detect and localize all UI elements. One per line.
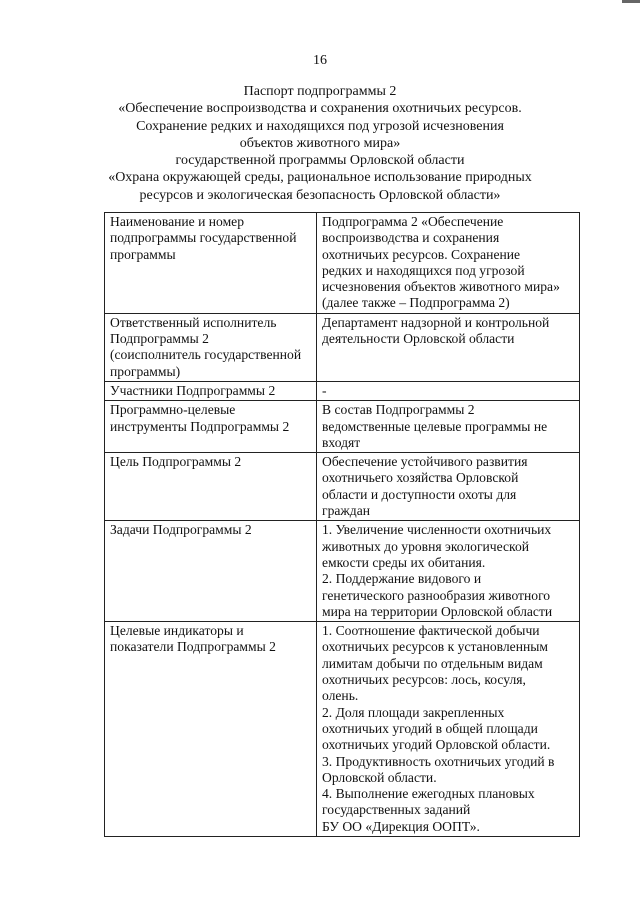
row-value-cell bbox=[317, 213, 580, 314]
row-value-cell bbox=[317, 401, 580, 453]
row-value-line: охотничьего хозяйства Орловской bbox=[322, 470, 519, 486]
row-value-line: деятельности Орловской области bbox=[322, 331, 515, 347]
passport-table-body bbox=[105, 213, 580, 837]
row-value-line: охотничьих угодий Орловской области. bbox=[322, 737, 551, 753]
row-label-cell bbox=[105, 401, 317, 453]
row-label-line: инструменты Подпрограммы 2 bbox=[110, 418, 290, 434]
page-number: 16 bbox=[313, 53, 327, 68]
row-value-line: Департамент надзорной и контрольной bbox=[322, 314, 550, 330]
row-value-line: мира на территории Орловской области bbox=[322, 603, 553, 619]
row-label-line: Задачи Подпрограммы 2 bbox=[110, 522, 252, 538]
row-label-line: подпрограммы государственной bbox=[110, 230, 297, 246]
row-value-line: (далее также – Подпрограмма 2) bbox=[322, 295, 510, 311]
table-row bbox=[105, 313, 580, 381]
row-value-line: Обеспечение устойчивого развития bbox=[322, 454, 528, 470]
row-label-line: Программно-целевые bbox=[110, 402, 236, 418]
row-label-line: Наименование и номер bbox=[110, 214, 245, 229]
row-value-line: воспроизводства и сохранения bbox=[322, 230, 500, 246]
row-value-line: 2. Поддержание видового и bbox=[322, 571, 482, 587]
row-label-line: Участники Подпрограммы 2 bbox=[110, 382, 276, 398]
row-value-line: емкости среды их обитания. bbox=[322, 554, 486, 570]
row-value-line: 1. Увеличение численности охотничьих bbox=[322, 522, 552, 538]
table-row bbox=[105, 213, 580, 314]
row-label-cell bbox=[105, 521, 317, 622]
row-value-line: 2. Доля площади закрепленных bbox=[322, 704, 505, 720]
row-value-cell bbox=[317, 313, 580, 381]
row-value-line: области и доступности охоты для bbox=[322, 486, 517, 502]
title-line: ресурсов и экологическая безопасность Орловской области» bbox=[139, 187, 501, 203]
title-line: Сохранение редких и находящихся под угрозой исчезновения bbox=[136, 118, 504, 134]
row-label-line: программы bbox=[110, 246, 176, 262]
row-value-line: охотничьих угодий в общей площади bbox=[322, 720, 538, 736]
row-value-line: животных до уровня экологической bbox=[322, 538, 530, 554]
table-row bbox=[105, 401, 580, 453]
row-value-line: редких и находящихся под угрозой bbox=[322, 262, 525, 278]
row-label-line: Целевые индикаторы и bbox=[110, 623, 244, 639]
title-line: «Обеспечение воспроизводства и сохранения охотничьих ресурсов. bbox=[118, 101, 522, 117]
row-value-line: - bbox=[322, 382, 327, 398]
title-line: объектов животного мира» bbox=[239, 135, 401, 151]
row-value-line: охотничьих ресурсов к установленным bbox=[322, 639, 549, 655]
row-label-line: Подпрограммы 2 bbox=[110, 331, 209, 347]
row-value-line: 1. Соотношение фактической добычи bbox=[322, 623, 540, 639]
title-line: государственной программы Орловской области bbox=[175, 153, 465, 169]
row-value-line: охотничьих ресурсов: лось, косуля, bbox=[322, 672, 526, 688]
row-label-cell bbox=[105, 453, 317, 521]
row-label-cell bbox=[105, 381, 317, 400]
scan-corner-mark bbox=[622, 0, 640, 3]
title-line: «Охрана окружающей среды, рациональное использование природных bbox=[108, 170, 532, 186]
row-label-line: программы) bbox=[110, 363, 181, 379]
row-value-line: государственных заданий bbox=[322, 802, 471, 818]
row-value-line: граждан bbox=[322, 503, 371, 519]
row-value-line: ведомственные целевые программы не bbox=[322, 418, 548, 434]
table-row bbox=[105, 521, 580, 622]
table-row bbox=[105, 453, 580, 521]
row-label-line: (соисполнитель государственной bbox=[110, 347, 302, 363]
title-line: Паспорт подпрограммы 2 bbox=[243, 84, 397, 99]
row-label-cell bbox=[105, 313, 317, 381]
row-value-line: 3. Продуктивность охотничьих угодий в bbox=[322, 753, 555, 769]
row-value-line: БУ ОО «Дирекция ООПТ». bbox=[322, 818, 480, 834]
row-label-cell bbox=[105, 213, 317, 314]
row-value-cell bbox=[317, 622, 580, 837]
row-label-line: Ответственный исполнитель bbox=[110, 314, 277, 330]
table-row bbox=[105, 381, 580, 400]
row-value-line: В состав Подпрограммы 2 bbox=[322, 402, 475, 418]
row-value-line: генетического разнообразия животного bbox=[322, 587, 551, 603]
row-label-line: Цель Подпрограммы 2 bbox=[110, 454, 242, 470]
row-value-cell bbox=[317, 453, 580, 521]
passport-table bbox=[104, 212, 580, 837]
row-value-line: исчезновения объектов животного мира» bbox=[322, 279, 560, 295]
row-value-line: охотничьих ресурсов. Сохранение bbox=[322, 246, 521, 262]
row-value-cell bbox=[317, 521, 580, 622]
row-value-line: входят bbox=[322, 434, 361, 450]
row-value-line: Подпрограмма 2 «Обеспечение bbox=[322, 214, 504, 229]
row-value-cell bbox=[317, 381, 580, 400]
row-value-line: лимитам добычи по отдельным видам bbox=[322, 655, 543, 671]
row-value-line: 4. Выполнение ежегодных плановых bbox=[322, 786, 535, 802]
row-value-line: олень. bbox=[322, 688, 359, 704]
row-label-line: показатели Подпрограммы 2 bbox=[110, 639, 276, 655]
row-value-line: Орловской области. bbox=[322, 769, 437, 785]
document-title bbox=[60, 83, 580, 204]
row-label-cell bbox=[105, 622, 317, 837]
table-row bbox=[105, 622, 580, 837]
